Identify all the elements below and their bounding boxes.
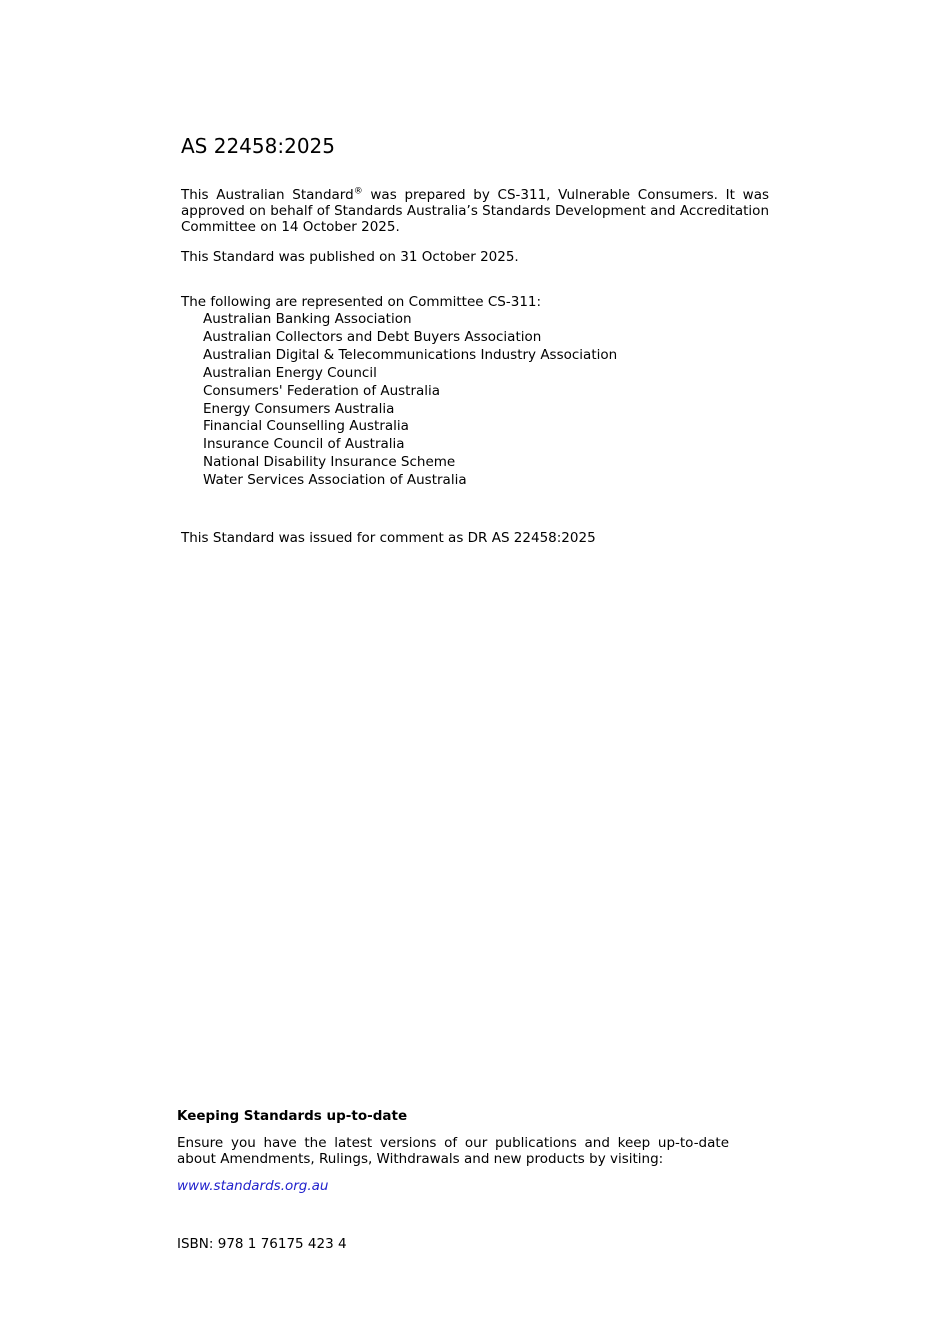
registered-mark: ® (353, 186, 363, 197)
publication-statement: This Standard was published on 31 October 2025. (181, 249, 519, 265)
committee-member: Insurance Council of Australia (203, 436, 405, 453)
document-title: AS 22458:2025 (181, 134, 335, 158)
keeping-standards-heading: Keeping Standards up-to-date (177, 1108, 408, 1124)
committee-member: Australian Digital & Telecommunications Industry Association (203, 346, 618, 363)
committee-member: National Disability Insurance Scheme (203, 454, 456, 471)
committee-member: Australian Energy Council (203, 364, 377, 381)
committee-member: Consumers' Federation of Australia (203, 382, 441, 399)
preparation-lead: This Australian Standard (181, 187, 354, 203)
standards-website-link[interactable]: www.standards.org.au (177, 1178, 329, 1194)
committee-member: Australian Collectors and Debt Buyers Association (203, 328, 542, 345)
issued-statement: This Standard was issued for comment as DR AS 22458:2025 (181, 530, 596, 546)
committee-member-list (181, 311, 769, 490)
committee-member: Energy Consumers Australia (203, 400, 395, 417)
committee-member: Australian Banking Association (203, 311, 412, 327)
committee-section (181, 293, 769, 490)
keeping-standards-body: Ensure you have the latest versions of our publications and keep up-to-date about Amendments, Rulings, Withdrawals and new products by visiting: (177, 1135, 729, 1167)
committee-member: Water Services Association of Australia (203, 472, 467, 489)
committee-member: Financial Counselling Australia (203, 418, 409, 435)
committee-intro: The following are represented on Committee CS-311: (181, 294, 542, 310)
preparation-statement (181, 187, 769, 235)
isbn-line: ISBN: 978 1 76175 423 4 (177, 1236, 347, 1252)
preparation-rest: was prepared by CS-311, Vulnerable Consumers. It was approved on behalf of Standards Australia’s Standards Development and Accreditation Committee on 14 October 2025. (181, 187, 769, 235)
